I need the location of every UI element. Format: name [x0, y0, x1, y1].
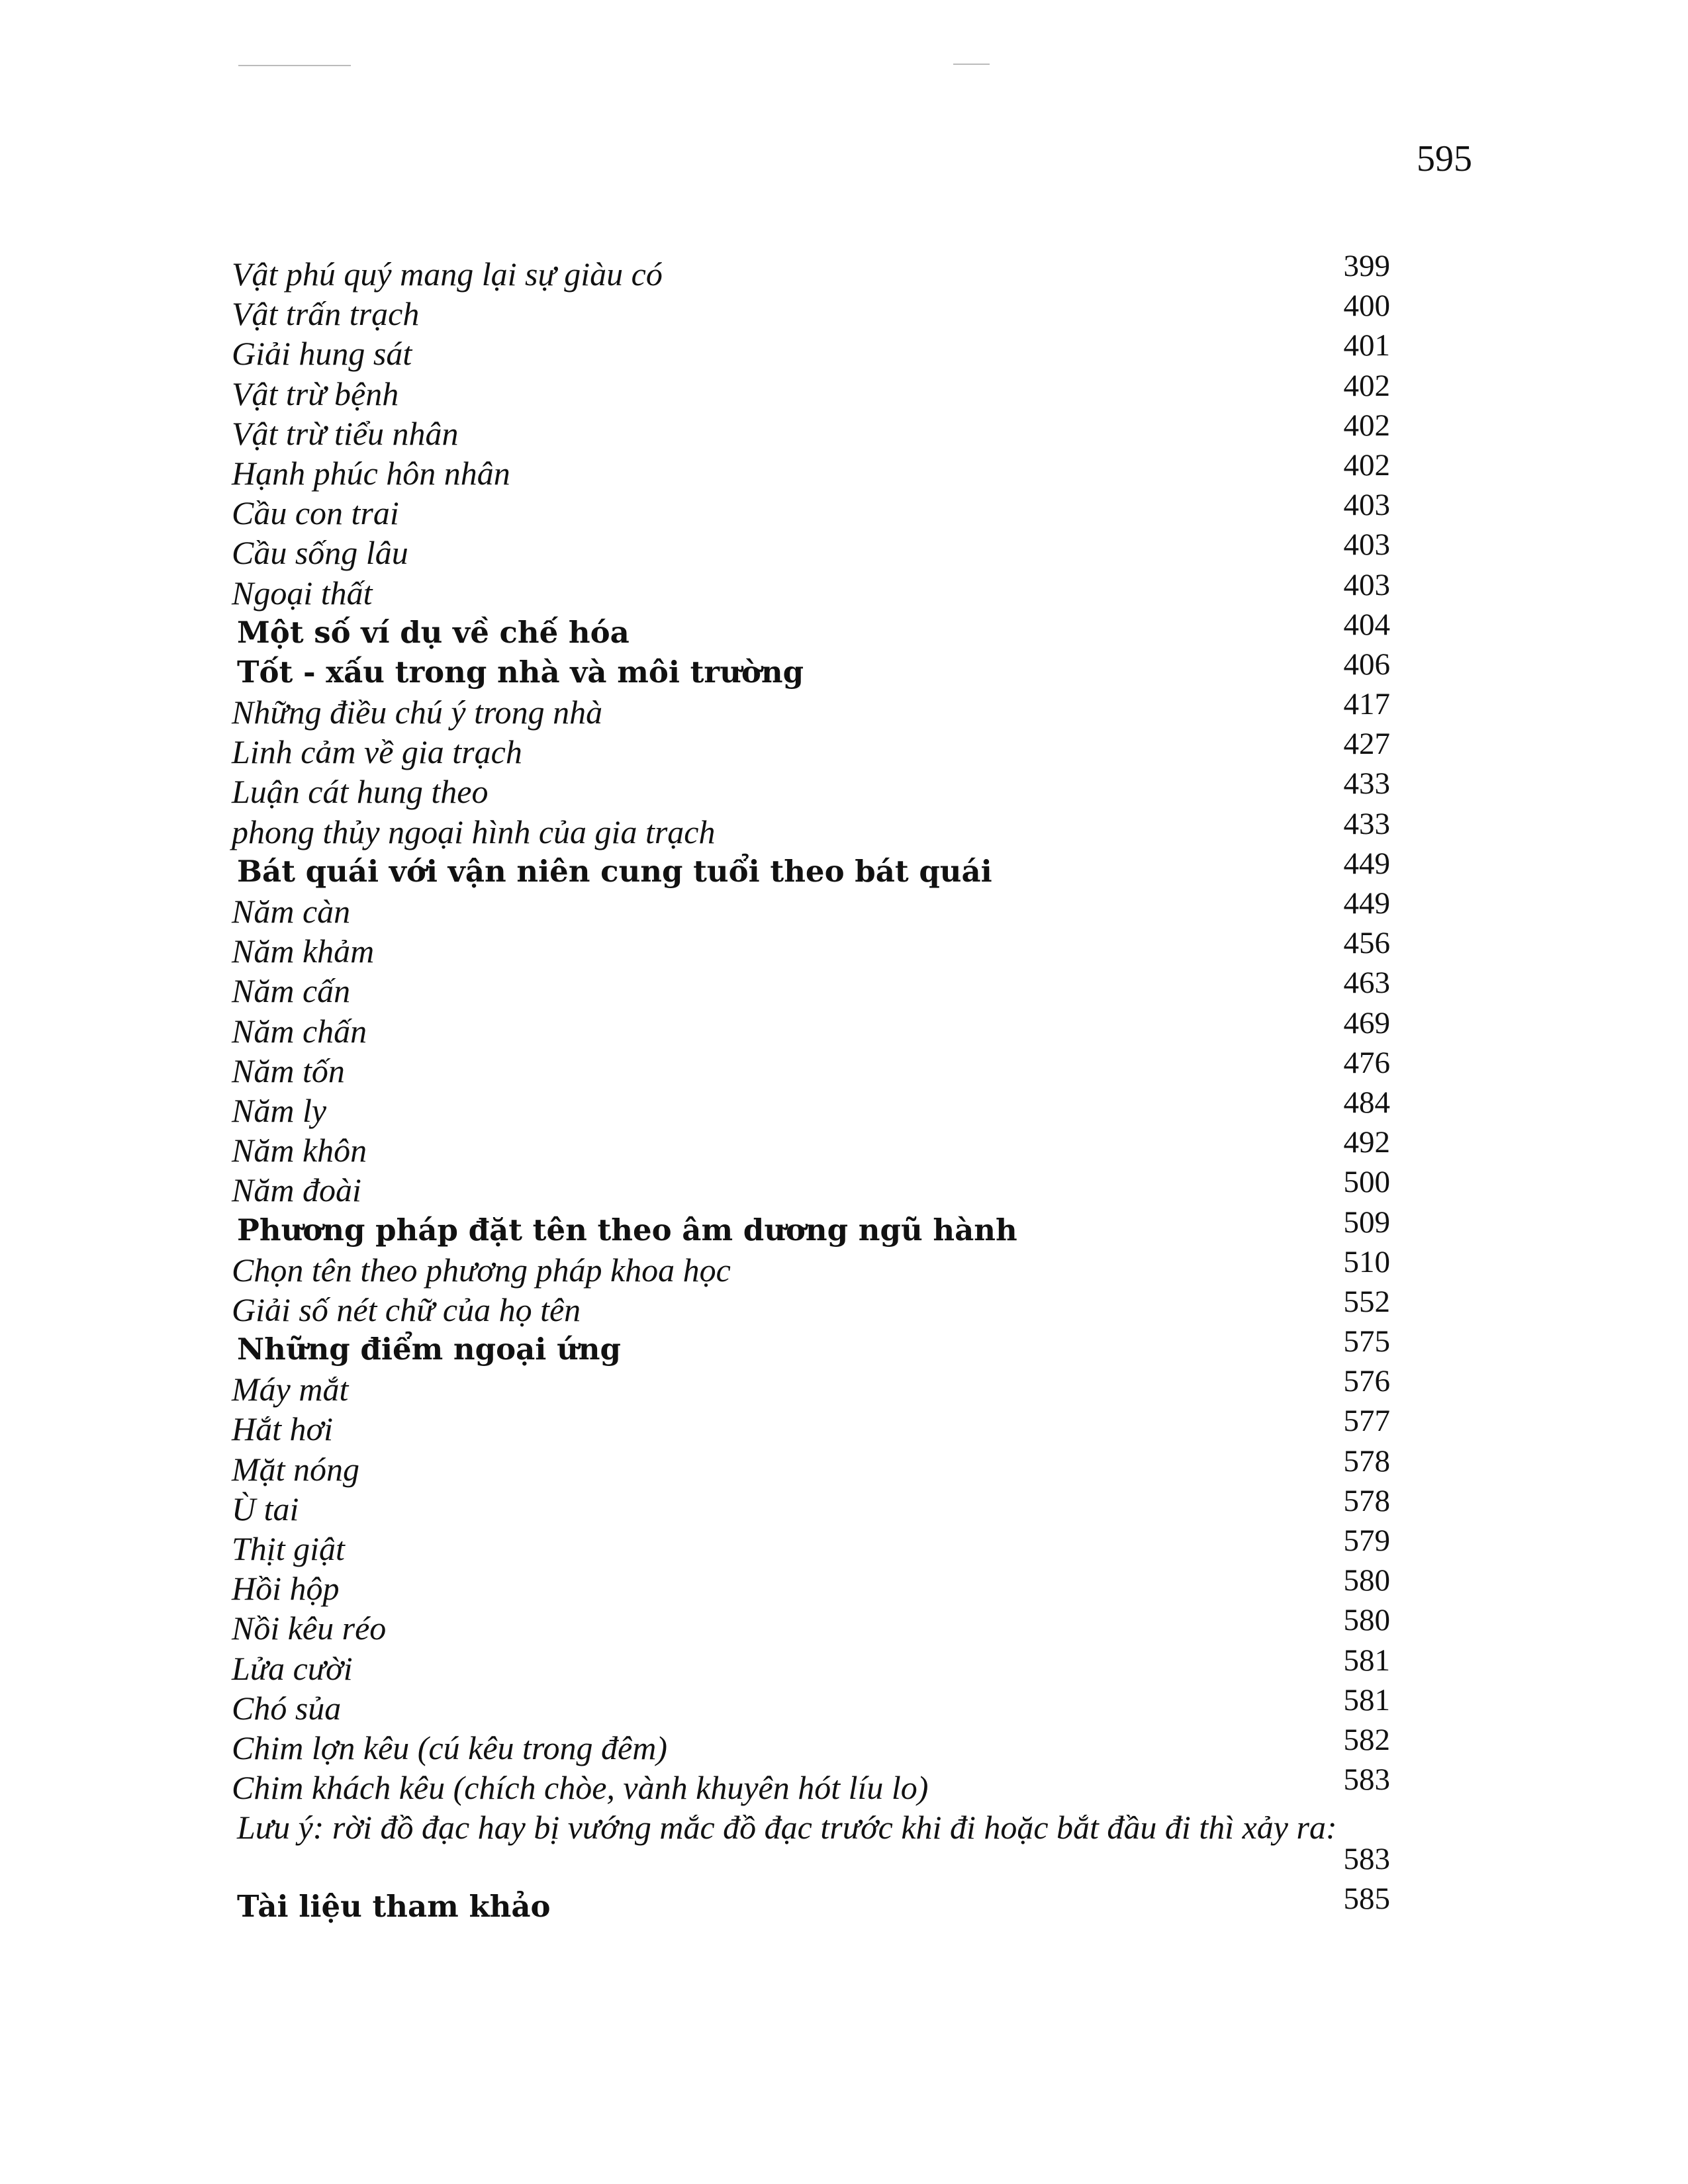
page-number: 595: [1417, 138, 1472, 179]
toc-entry-page-number: 406: [1343, 647, 1390, 682]
toc-entry: [232, 1242, 1390, 1289]
toc-entry-page-number: 580: [1343, 1603, 1390, 1638]
toc-entry-page-number: 403: [1343, 527, 1390, 563]
toc-entry-page-number: 552: [1343, 1284, 1390, 1319]
toc-entry-page-number: 456: [1343, 926, 1390, 961]
toc-entry: [232, 963, 1390, 1010]
toc-entry-title: Một số ví dụ về chế hóa: [237, 614, 630, 650]
toc-entry-title: Chó sủa: [232, 1689, 342, 1727]
toc-entry: [232, 1003, 1390, 1050]
toc-entry-page-number: 500: [1343, 1165, 1390, 1200]
toc-entry-page-number: 463: [1343, 966, 1390, 1001]
toc-entry-title: Nồi kêu réo: [232, 1610, 387, 1647]
toc-entry: [232, 1083, 1390, 1129]
toc-entry-page-number: 402: [1343, 408, 1390, 443]
toc-entry-title: Mặt nóng: [232, 1450, 360, 1488]
toc-entry-title: Giải số nét chữ của họ tên: [232, 1291, 581, 1328]
toc-entry-title: Vật trừ tiểu nhân: [232, 414, 459, 452]
toc-entry: [232, 1561, 1390, 1608]
toc-entry: [232, 884, 1390, 930]
toc-entry-title: Phương pháp đặt tên theo âm dương ngũ hành: [237, 1212, 1017, 1248]
toc-entry-title: Lưu ý: rời đồ đạc hay bị vướng mắc đồ đạc trước khi đi hoặc bắt đầu đi thì xảy ra:: [237, 1809, 1337, 1846]
toc-entry: [232, 724, 1390, 771]
toc-entry-title: Vật trừ bệnh: [232, 375, 399, 412]
toc-entry: [232, 445, 1390, 492]
toc-entry-page-number: 404: [1343, 607, 1390, 642]
toc-entry-title: Linh cảm về gia trạch: [232, 733, 522, 771]
toc-entry-page-number: 449: [1343, 846, 1390, 881]
toc-entry-title: Lửa cười: [232, 1649, 353, 1687]
toc-entry: [232, 1401, 1390, 1448]
toc-entry-page-number: 402: [1343, 447, 1390, 482]
toc-entry-title: Ngoại thất: [232, 574, 373, 612]
toc-entry-title: Hồi hộp: [232, 1570, 340, 1608]
toc-entry-page-number: 510: [1343, 1244, 1390, 1279]
toc-entry-title: Vật trấn trạch: [232, 295, 420, 333]
toc-entry-page-number: 581: [1343, 1643, 1390, 1678]
toc-entry: [232, 1641, 1390, 1687]
toc-entry: [232, 366, 1390, 412]
toc-entry-title: Năm khôn: [232, 1132, 367, 1169]
toc-entry: [232, 406, 1390, 452]
toc-entry: [232, 286, 1390, 333]
toc-entry-page-number: 509: [1343, 1205, 1390, 1240]
toc-entry-title: Cầu sống lâu: [232, 534, 408, 572]
toc-entry-page-number: 577: [1343, 1404, 1390, 1439]
toc-entry-title: Chọn tên theo phương pháp khoa học: [232, 1251, 731, 1289]
toc-entry-page-number: 583: [1343, 1762, 1390, 1797]
toc-entry: [232, 764, 1390, 811]
toc-entry-page-number: 578: [1343, 1483, 1390, 1518]
toc-entry-page-number: 583: [1343, 1842, 1390, 1877]
toc-entry-page-number: 578: [1343, 1443, 1390, 1479]
toc-entry-title: Luận cát hung theo: [232, 773, 489, 811]
toc-entry-title: Thịt giật: [232, 1530, 345, 1567]
toc-entry-title: Ù tai: [232, 1490, 299, 1527]
toc-entry: [232, 844, 1390, 889]
toc-entry-title: Năm cấn: [232, 972, 351, 1010]
table-of-contents: [232, 246, 1390, 1925]
toc-entry-title: Giải hung sát: [232, 335, 412, 373]
toc-entry-page-number: 433: [1343, 766, 1390, 801]
toc-entry: [232, 1760, 1390, 1807]
toc-entry: [232, 1322, 1390, 1367]
toc-entry-page-number: 585: [1343, 1882, 1390, 1917]
toc-entry: [232, 1441, 1390, 1488]
toc-entry-title: Chim khách kêu (chích chòe, vành khuyên hót líu lo): [232, 1769, 929, 1807]
toc-entry-title: Chim lợn kêu (cú kêu trong đêm): [232, 1729, 667, 1766]
toc-entry-page-number: 433: [1343, 806, 1390, 841]
toc-entry: [232, 326, 1390, 373]
toc-entry-title: Năm chấn: [232, 1012, 367, 1050]
toc-entry: [232, 1282, 1390, 1328]
toc-entry: [232, 605, 1390, 650]
toc-entry-page-number: 484: [1343, 1085, 1390, 1120]
toc-entry-title: Máy mắt: [232, 1371, 349, 1408]
toc-entry: [232, 1879, 1390, 1925]
toc-entry: [232, 1122, 1390, 1169]
toc-entry: [232, 565, 1390, 612]
toc-entry: [232, 1600, 1390, 1647]
toc-entry-title: Tốt - xấu trong nhà và môi trường: [237, 654, 804, 690]
scan-artifact: [238, 65, 351, 66]
toc-entry: [232, 923, 1390, 970]
toc-entry-page-number: 401: [1343, 328, 1390, 363]
toc-entry-page-number: 576: [1343, 1364, 1390, 1399]
toc-entry: [232, 485, 1390, 532]
toc-entry-page-number: 582: [1343, 1722, 1390, 1757]
toc-entry: [232, 1203, 1390, 1248]
toc-entry: [232, 645, 1390, 690]
toc-entry-page-number: 476: [1343, 1045, 1390, 1080]
toc-entry-page-number: 469: [1343, 1005, 1390, 1040]
toc-entry-page-number: 427: [1343, 727, 1390, 762]
toc-entry-title: Những điều chú ý trong nhà: [232, 694, 603, 731]
toc-entry-title: Năm ly: [232, 1091, 327, 1129]
toc-entry: [232, 1799, 1390, 1879]
toc-entry-page-number: 403: [1343, 488, 1390, 523]
toc-entry-page-number: 581: [1343, 1682, 1390, 1717]
toc-entry-page-number: 402: [1343, 368, 1390, 403]
toc-entry: [232, 246, 1390, 293]
toc-entry: [232, 1481, 1390, 1527]
toc-entry-page-number: 400: [1343, 289, 1390, 324]
toc-entry-page-number: 403: [1343, 567, 1390, 602]
toc-entry: [232, 1521, 1390, 1567]
toc-entry-title: Những điểm ngoại ứng: [237, 1332, 621, 1367]
toc-entry-title: Bát quái với vận niên cung tuổi theo bát quái: [237, 853, 992, 889]
toc-entry-page-number: 575: [1343, 1324, 1390, 1359]
toc-entry-title: Năm càn: [232, 893, 351, 930]
toc-entry: [232, 1043, 1390, 1089]
toc-entry-title: Vật phú quý mang lại sự giàu có: [232, 255, 663, 293]
scan-artifact: [953, 64, 990, 65]
toc-entry: [232, 1162, 1390, 1209]
toc-entry-title: Cầu con trai: [232, 494, 399, 532]
toc-entry-page-number: 492: [1343, 1125, 1390, 1160]
toc-entry-page-number: 579: [1343, 1524, 1390, 1558]
toc-entry-page-number: 449: [1343, 886, 1390, 921]
toc-entry-title: Hạnh phúc hôn nhân: [232, 454, 510, 492]
toc-entry: [232, 525, 1390, 572]
toc-entry-title: Năm tốn: [232, 1052, 345, 1089]
toc-entry: [232, 1720, 1390, 1766]
toc-entry-title: Năm đoài: [232, 1171, 361, 1209]
toc-entry-page-number: 399: [1343, 249, 1390, 283]
toc-entry: [232, 1361, 1390, 1408]
toc-entry: [232, 804, 1390, 850]
toc-entry: [232, 1680, 1390, 1727]
toc-entry-title: Tài liệu tham khảo: [237, 1889, 551, 1925]
toc-entry-title: phong thủy ngoại hình của gia trạch: [232, 813, 716, 850]
toc-entry-page-number: 580: [1343, 1563, 1390, 1598]
toc-entry: [232, 684, 1390, 731]
toc-entry-title: Hắt hơi: [232, 1410, 334, 1448]
toc-entry-page-number: 417: [1343, 687, 1390, 722]
toc-entry-title: Năm khảm: [232, 933, 375, 970]
